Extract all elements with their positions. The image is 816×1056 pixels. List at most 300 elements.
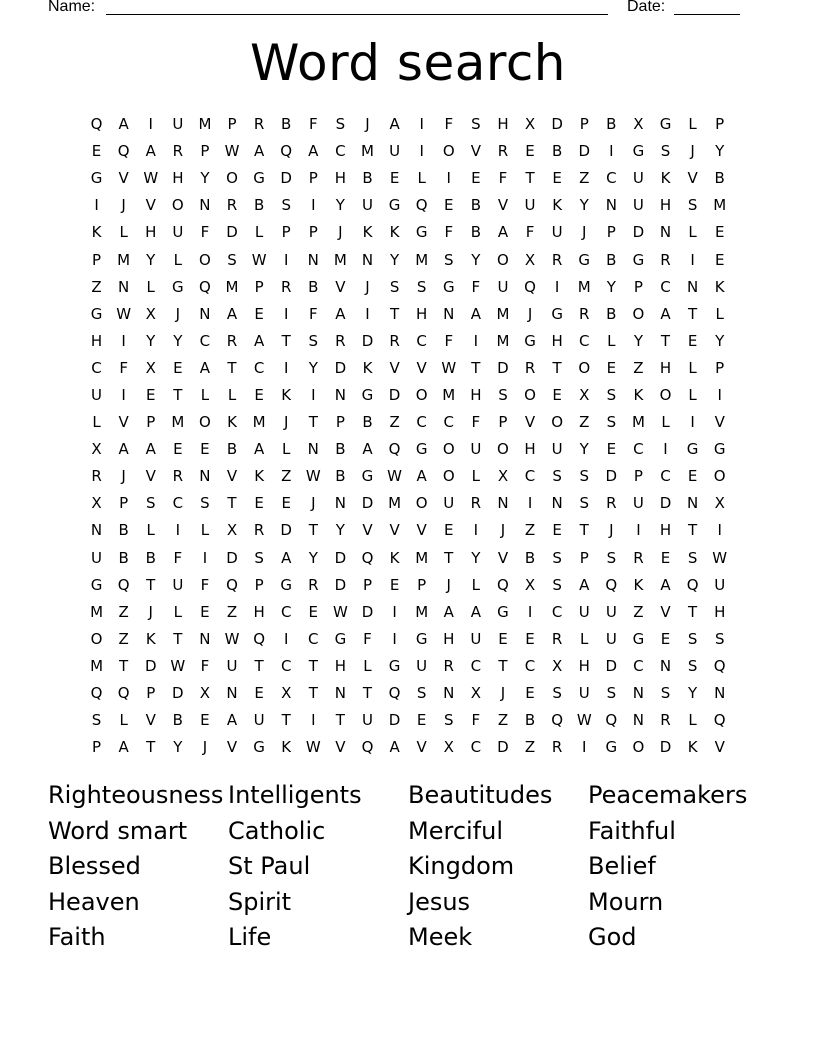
grid-letter: G xyxy=(361,467,374,486)
word-list-item: Righteousness xyxy=(48,781,224,809)
grid-letter: F xyxy=(471,413,481,432)
grid-letter: O xyxy=(171,196,184,215)
grid-letter: T xyxy=(227,358,237,377)
grid-letter: E xyxy=(444,521,454,540)
grid-letter: S xyxy=(606,413,617,432)
word-list-item: Peacemakers xyxy=(588,781,748,809)
grid-letter: N xyxy=(632,684,645,703)
word-list-item: Life xyxy=(228,923,272,951)
grid-letter: G xyxy=(713,440,726,459)
grid-letter: Y xyxy=(633,331,643,350)
word-list-item: God xyxy=(588,923,637,951)
grid-letter: N xyxy=(686,277,699,296)
grid-letter: R xyxy=(579,304,590,323)
grid-letter: F xyxy=(471,711,481,730)
grid-letter: M xyxy=(252,413,266,432)
grid-letter: R xyxy=(551,738,563,757)
grid-letter: N xyxy=(199,467,211,486)
grid-letter: T xyxy=(308,684,318,703)
grid-letter: U xyxy=(470,629,482,648)
grid-letter: U xyxy=(361,711,373,730)
grid-letter: S xyxy=(606,548,617,567)
grid-letter: Q xyxy=(713,711,726,730)
grid-letter: B xyxy=(172,711,183,730)
grid-letter: Q xyxy=(497,575,509,594)
grid-letter: P xyxy=(281,223,291,242)
grid-letter: V xyxy=(145,467,156,486)
grid-letter: L xyxy=(200,521,210,540)
grid-letter: U xyxy=(443,494,455,513)
grid-letter: V xyxy=(118,169,129,188)
grid-letter: B xyxy=(226,440,238,459)
grid-letter: G xyxy=(415,629,428,648)
grid-letter: M xyxy=(225,277,239,296)
grid-letter: C xyxy=(660,277,671,296)
grid-letter: D xyxy=(551,115,563,134)
grid-letter: Z xyxy=(524,738,536,757)
grid-letter: Z xyxy=(118,629,129,648)
grid-letter: B xyxy=(362,169,373,188)
grid-letter: U xyxy=(416,656,428,675)
grid-letter: S xyxy=(444,250,454,269)
grid-letter: U xyxy=(226,656,238,675)
grid-letter: Q xyxy=(226,575,238,594)
grid-letter: V xyxy=(145,711,156,730)
grid-letter: I xyxy=(121,385,126,404)
grid-letter: M xyxy=(631,413,645,432)
grid-letter: C xyxy=(633,656,644,675)
grid-letter: J xyxy=(148,602,153,621)
grid-letter: F xyxy=(200,575,210,594)
grid-letter: S xyxy=(687,196,698,215)
grid-letter: X xyxy=(497,467,509,486)
grid-letter: F xyxy=(525,223,535,242)
grid-letter: A xyxy=(145,142,156,161)
grid-letter: P xyxy=(308,223,318,242)
grid-letter: V xyxy=(416,738,427,757)
word-list-item: Spirit xyxy=(228,887,292,916)
grid-letter: H xyxy=(470,385,482,404)
grid-letter: M xyxy=(198,115,212,134)
grid-letter: V xyxy=(416,358,427,377)
grid-letter: D xyxy=(144,656,157,675)
grid-letter: P xyxy=(200,142,210,161)
grid-letter: L xyxy=(363,656,372,675)
grid-letter: I xyxy=(419,115,424,134)
grid-letter: Z xyxy=(281,467,292,486)
grid-letter: Q xyxy=(199,277,211,296)
grid-letter: S xyxy=(687,629,698,648)
grid-letter: E xyxy=(91,142,102,161)
grid-letter: F xyxy=(308,304,318,323)
letter-grid xyxy=(83,111,733,761)
grid-letter: N xyxy=(199,304,211,323)
grid-letter: C xyxy=(606,169,617,188)
grid-letter: X xyxy=(443,738,454,757)
grid-letter: T xyxy=(281,331,291,350)
word-list-item: Kingdom xyxy=(408,852,515,880)
grid-letter: G xyxy=(524,331,536,350)
grid-letter: N xyxy=(199,629,211,648)
grid-letter: N xyxy=(551,494,563,513)
grid-letter: U xyxy=(172,575,184,594)
grid-letter: V xyxy=(118,413,129,432)
word-list-item: Blessed xyxy=(48,852,141,880)
grid-letter: K xyxy=(281,385,292,404)
grid-letter: T xyxy=(308,413,318,432)
grid-letter: X xyxy=(226,521,238,540)
grid-letter: C xyxy=(470,738,482,757)
grid-letter: G xyxy=(90,575,103,594)
grid-letter: J xyxy=(338,223,343,242)
grid-letter: E xyxy=(444,196,454,215)
page-title: Word search xyxy=(250,34,566,92)
grid-letter: A xyxy=(118,440,129,459)
grid-letter: S xyxy=(389,277,400,296)
grid-letter: C xyxy=(416,413,427,432)
grid-letter: U xyxy=(172,115,184,134)
grid-letter: I xyxy=(690,250,695,269)
grid-letter: P xyxy=(92,738,102,757)
grid-letter: Z xyxy=(633,358,644,377)
grid-letter: N xyxy=(497,494,509,513)
grid-letter: O xyxy=(578,358,591,377)
grid-letter: H xyxy=(334,656,347,675)
grid-letter: L xyxy=(254,223,264,242)
grid-letter: V xyxy=(470,142,481,161)
grid-letter: P xyxy=(254,277,264,296)
grid-letter: Y xyxy=(200,169,210,188)
grid-letter: E xyxy=(254,494,264,513)
grid-letter: I xyxy=(717,521,722,540)
grid-letter: W xyxy=(305,738,321,757)
grid-letter: U xyxy=(91,385,103,404)
grid-letter: V xyxy=(145,196,156,215)
grid-letter: V xyxy=(335,277,346,296)
grid-letter: Q xyxy=(605,711,618,730)
grid-letter: M xyxy=(333,250,347,269)
grid-letter: Y xyxy=(335,521,345,540)
grid-letter: B xyxy=(145,548,156,567)
grid-letter: C xyxy=(280,602,292,621)
grid-letter: D xyxy=(280,169,292,188)
grid-letter: J xyxy=(609,521,614,540)
grid-letter: Y xyxy=(308,548,318,567)
grid-letter: P xyxy=(498,413,508,432)
grid-letter: G xyxy=(172,277,184,296)
grid-letter: T xyxy=(688,304,698,323)
grid-letter: D xyxy=(361,331,374,350)
grid-letter: S xyxy=(444,711,454,730)
grid-letter: S xyxy=(416,277,427,296)
grid-letter: G xyxy=(605,738,618,757)
grid-letter: X xyxy=(470,684,481,703)
grid-letter: K xyxy=(145,629,156,648)
grid-letter: T xyxy=(227,494,237,513)
grid-letter: I xyxy=(311,385,316,404)
grid-letter: Q xyxy=(605,575,618,594)
grid-letter: F xyxy=(200,656,210,675)
grid-letter: V xyxy=(226,467,238,486)
grid-letter: P xyxy=(579,115,589,134)
grid-letter: K xyxy=(362,358,373,377)
grid-letter: P xyxy=(335,413,345,432)
grid-letter: M xyxy=(171,413,185,432)
grid-letter: C xyxy=(578,331,590,350)
grid-letter: D xyxy=(361,602,374,621)
grid-letter: S xyxy=(145,494,156,513)
grid-letter: N xyxy=(659,656,672,675)
grid-letter: Q xyxy=(280,142,293,161)
grid-letter: W xyxy=(305,467,321,486)
grid-letter: E xyxy=(471,169,481,188)
grid-letter: I xyxy=(283,250,289,269)
grid-letter: Z xyxy=(118,602,129,621)
grid-letter: C xyxy=(172,494,184,513)
grid-letter: J xyxy=(202,738,208,757)
grid-letter: S xyxy=(606,385,617,404)
grid-letter: Y xyxy=(606,277,616,296)
grid-letter: L xyxy=(607,331,616,350)
grid-letter: L xyxy=(688,358,697,377)
grid-letter: Y xyxy=(173,738,183,757)
grid-letter: E xyxy=(200,711,210,730)
grid-letter: N xyxy=(443,684,455,703)
grid-letter: K xyxy=(389,223,400,242)
grid-letter: A xyxy=(579,575,590,594)
grid-letter: S xyxy=(552,575,562,594)
word-list-item: Belief xyxy=(588,852,656,880)
grid-letter: R xyxy=(633,548,644,567)
grid-letter: E xyxy=(254,304,264,323)
grid-letter: H xyxy=(334,169,347,188)
grid-letter: G xyxy=(632,250,645,269)
grid-letter: B xyxy=(606,250,617,269)
grid-letter: E xyxy=(498,629,508,648)
word-list-item: Heaven xyxy=(48,887,140,916)
grid-letter: Q xyxy=(117,142,130,161)
grid-letter: V xyxy=(687,169,698,188)
grid-letter: R xyxy=(524,358,536,377)
grid-letter: V xyxy=(714,738,725,757)
grid-letter: O xyxy=(199,250,211,269)
grid-letter: C xyxy=(524,467,536,486)
grid-letter: S xyxy=(687,548,698,567)
grid-letter: T xyxy=(688,521,698,540)
grid-letter: T xyxy=(552,358,562,377)
grid-letter: M xyxy=(496,304,510,323)
grid-letter: A xyxy=(199,358,211,377)
grid-letter: F xyxy=(200,223,210,242)
grid-letter: W xyxy=(387,467,402,486)
grid-letter: T xyxy=(119,656,129,675)
grid-letter: I xyxy=(392,602,397,621)
grid-letter: O xyxy=(632,304,645,323)
grid-letter: G xyxy=(442,277,455,296)
grid-letter: D xyxy=(172,684,184,703)
grid-letter: J xyxy=(446,575,451,594)
grid-letter: R xyxy=(226,331,238,350)
grid-letter: G xyxy=(280,575,293,594)
grid-letter: N xyxy=(361,250,374,269)
grid-letter: M xyxy=(442,385,456,404)
grid-letter: H xyxy=(443,629,455,648)
grid-letter: D xyxy=(226,548,238,567)
grid-letter: J xyxy=(365,277,370,296)
grid-letter: P xyxy=(417,575,427,594)
grid-letter: X xyxy=(524,250,536,269)
grid-letter: L xyxy=(471,575,481,594)
grid-letter: S xyxy=(471,115,481,134)
grid-letter: T xyxy=(688,602,698,621)
grid-letter: I xyxy=(392,629,397,648)
grid-letter: P xyxy=(92,250,102,269)
grid-letter: J xyxy=(500,521,506,540)
grid-letter: E xyxy=(389,575,400,594)
name-label: Name: xyxy=(48,0,96,15)
grid-letter: M xyxy=(577,277,591,296)
grid-letter: M xyxy=(388,494,402,513)
grid-letter: Z xyxy=(579,413,590,432)
grid-letter: T xyxy=(335,711,345,730)
grid-letter: Q xyxy=(713,656,726,675)
grid-letter: L xyxy=(417,169,426,188)
grid-letter: R xyxy=(172,467,184,486)
grid-letter: D xyxy=(497,358,509,377)
grid-letter: S xyxy=(91,711,102,730)
grid-letter: G xyxy=(578,250,591,269)
grid-letter: Q xyxy=(551,711,564,730)
grid-letter: D xyxy=(388,711,401,730)
grid-letter: N xyxy=(632,711,645,730)
grid-letter: L xyxy=(471,467,481,486)
grid-letter: M xyxy=(415,548,429,567)
grid-letter: Y xyxy=(173,331,183,350)
grid-letter: S xyxy=(498,385,508,404)
grid-letter: F xyxy=(173,548,183,567)
grid-letter: C xyxy=(660,467,671,486)
grid-letter: S xyxy=(227,250,237,269)
grid-letter: B xyxy=(606,115,617,134)
name-field-line xyxy=(106,14,608,15)
word-list-item: St Paul xyxy=(228,852,311,880)
grid-letter: S xyxy=(687,656,698,675)
grid-letter: I xyxy=(663,440,668,459)
grid-letter: S xyxy=(308,331,319,350)
grid-letter: A xyxy=(118,738,129,757)
grid-letter: V xyxy=(660,602,671,621)
word-list-item: Jesus xyxy=(408,887,471,916)
grid-letter: D xyxy=(605,656,618,675)
grid-letter: H xyxy=(551,331,563,350)
grid-letter: B xyxy=(335,467,346,486)
grid-letter: A xyxy=(253,142,265,161)
grid-letter: R xyxy=(335,331,346,350)
grid-letter: P xyxy=(715,115,725,134)
grid-letter: U xyxy=(91,548,103,567)
grid-letter: C xyxy=(470,656,482,675)
grid-letter: A xyxy=(226,711,238,730)
grid-letter: A xyxy=(226,304,238,323)
grid-letter: A xyxy=(253,440,265,459)
grid-letter: M xyxy=(415,602,429,621)
grid-letter: E xyxy=(416,711,427,730)
grid-letter: N xyxy=(307,250,319,269)
grid-letter: T xyxy=(444,548,454,567)
grid-letter: D xyxy=(497,738,509,757)
grid-letter: S xyxy=(579,467,589,486)
grid-letter: I xyxy=(148,115,153,134)
grid-letter: R xyxy=(470,494,482,513)
grid-letter: X xyxy=(91,494,102,513)
grid-letter: O xyxy=(442,440,455,459)
grid-letter: N xyxy=(199,196,211,215)
grid-letter: Y xyxy=(715,331,725,350)
grid-letter: M xyxy=(117,250,131,269)
grid-letter: K xyxy=(281,738,292,757)
grid-letter: E xyxy=(660,629,671,648)
grid-letter: Y xyxy=(335,196,345,215)
grid-letter: I xyxy=(717,385,722,404)
grid-letter: S xyxy=(660,142,671,161)
word-list-item: Beautitudes xyxy=(408,781,553,809)
grid-letter: M xyxy=(90,602,104,621)
grid-letter: G xyxy=(659,115,672,134)
grid-letter: W xyxy=(712,548,728,567)
grid-letter: Z xyxy=(633,602,644,621)
grid-letter: E xyxy=(552,521,562,540)
grid-letter: F xyxy=(363,629,372,648)
grid-letter: G xyxy=(551,304,563,323)
grid-letter: W xyxy=(170,656,186,675)
grid-letter: C xyxy=(416,331,427,350)
grid-letter: O xyxy=(415,385,428,404)
grid-letter: Y xyxy=(146,250,156,269)
grid-letter: F xyxy=(471,277,481,296)
grid-letter: L xyxy=(119,711,128,730)
grid-letter: X xyxy=(91,440,102,459)
grid-letter: Z xyxy=(497,711,509,730)
grid-letter: K xyxy=(227,413,237,432)
grid-letter: C xyxy=(280,656,292,675)
grid-letter: L xyxy=(227,385,237,404)
grid-letter: E xyxy=(173,440,183,459)
grid-letter: L xyxy=(688,385,697,404)
grid-letter: R xyxy=(172,142,184,161)
grid-letter: E xyxy=(687,331,698,350)
grid-letter: I xyxy=(94,196,99,215)
grid-letter: N xyxy=(714,684,726,703)
grid-letter: X xyxy=(199,684,211,703)
grid-letter: Y xyxy=(389,250,400,269)
grid-letter: T xyxy=(579,521,589,540)
grid-letter: D xyxy=(659,738,672,757)
grid-letter: A xyxy=(362,440,373,459)
grid-letter: X xyxy=(579,385,590,404)
grid-letter: J xyxy=(582,223,587,242)
grid-letter: O xyxy=(524,385,536,404)
grid-letter: J xyxy=(175,304,181,323)
grid-letter: U xyxy=(551,440,563,459)
grid-letter: N xyxy=(686,494,699,513)
grid-letter: G xyxy=(253,169,265,188)
grid-letter: I xyxy=(311,196,316,215)
grid-letter: W xyxy=(576,711,592,730)
grid-letter: H xyxy=(90,331,103,350)
grid-letter: H xyxy=(714,602,726,621)
grid-letter: D xyxy=(659,494,672,513)
grid-letter: N xyxy=(334,494,346,513)
